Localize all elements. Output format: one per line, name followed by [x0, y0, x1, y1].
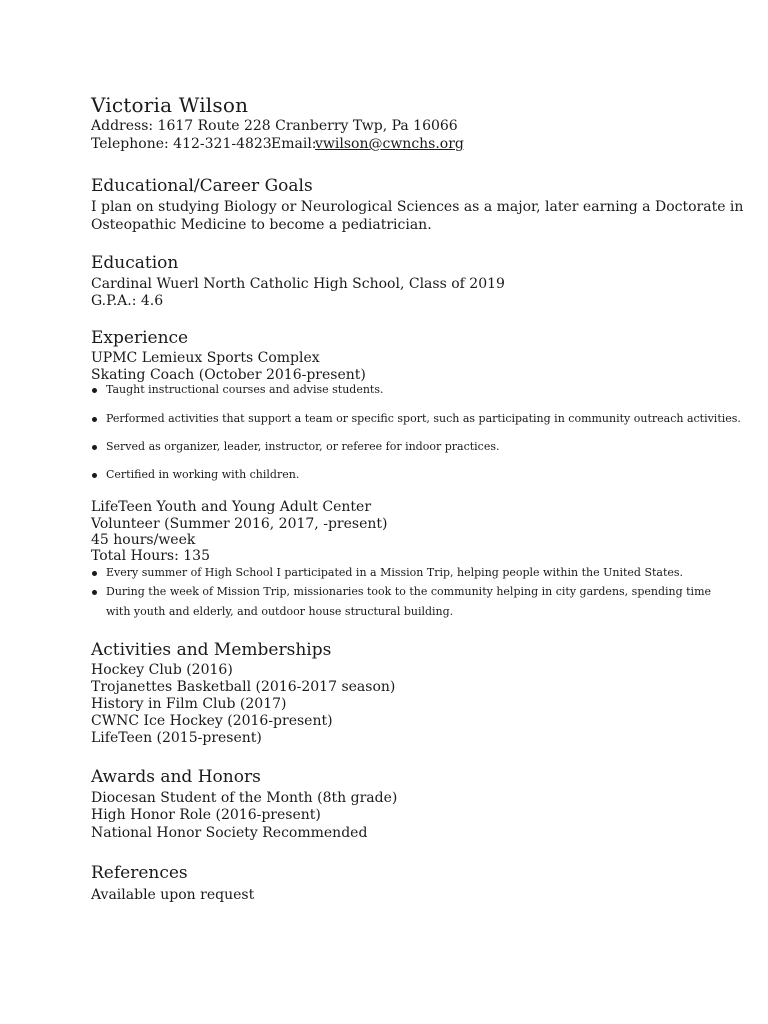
awards-heading: Awards and Honors — [91, 767, 261, 787]
school-line: Cardinal Wuerl North Catholic High School, Class of 2019 — [91, 276, 505, 292]
activity-item: History in Film Club (2017) — [91, 696, 287, 712]
bullet-dot — [92, 388, 97, 393]
bullet-dot — [92, 590, 97, 595]
goals-heading: Educational/Career Goals — [91, 176, 313, 196]
award-item: High Honor Role (2016-present) — [91, 807, 321, 823]
activity-item: LifeTeen (2015-present) — [91, 730, 262, 746]
bullet-dot — [92, 445, 97, 450]
email-label: Email: — [271, 136, 317, 152]
candidate-name: Victoria Wilson — [91, 93, 249, 117]
experience-heading: Experience — [91, 328, 189, 348]
bullet-dot — [92, 417, 97, 422]
telephone-line: Telephone: 412-321-4823 — [91, 136, 272, 152]
activities-heading: Activities and Memberships — [91, 640, 332, 660]
gpa-line: G.P.A.: 4.6 — [91, 293, 164, 309]
job2-org: LifeTeen Youth and Young Adult Center — [91, 499, 372, 515]
address-line: Address: 1617 Route 228 Cranberry Twp, Pa 16066 — [91, 118, 458, 134]
award-item: National Honor Society Recommended — [91, 825, 368, 841]
job2-hours: 45 hours/week — [91, 532, 196, 548]
award-item: Diocesan Student of the Month (8th grade) — [91, 790, 398, 806]
job2-role: Volunteer (Summer 2016, 2017, -present) — [91, 516, 388, 532]
education-heading: Education — [91, 253, 179, 273]
job2-bullet: Every summer of High School I participated in a Mission Trip, helping people within the United States. — [106, 566, 684, 579]
job1-role: Skating Coach (October 2016-present) — [91, 367, 366, 383]
references-heading: References — [91, 863, 188, 883]
job1-bullet: Performed activities that support a team or specific sport, such as participating in community outreach activities. — [106, 412, 741, 425]
email-link[interactable]: vwilson@cwnchs.org — [315, 136, 464, 152]
job2-bullet: During the week of Mission Trip, missionaries took to the community helping in city gardens, spending time — [106, 585, 712, 598]
job2-bullet-continuation: with youth and elderly, and outdoor house structural building. — [106, 605, 454, 618]
goals-line-1: I plan on studying Biology or Neurological Sciences as a major, later earning a Doctorate in — [91, 199, 744, 215]
job1-bullet: Taught instructional courses and advise students. — [106, 383, 384, 396]
activity-item: Trojanettes Basketball (2016-2017 season) — [91, 679, 396, 695]
activity-item: Hockey Club (2016) — [91, 662, 233, 678]
job1-bullet: Certified in working with children. — [106, 468, 300, 481]
job1-bullet: Served as organizer, leader, instructor, or referee for indoor practices. — [106, 440, 500, 453]
activity-item: CWNC Ice Hockey (2016-present) — [91, 713, 333, 729]
bullet-dot — [92, 473, 97, 478]
job1-org: UPMC Lemieux Sports Complex — [91, 350, 320, 366]
references-text: Available upon request — [91, 887, 255, 903]
goals-line-2: Osteopathic Medicine to become a pediatrician. — [91, 217, 432, 233]
job2-total-hours: Total Hours: 135 — [91, 548, 210, 564]
bullet-dot — [92, 571, 97, 576]
